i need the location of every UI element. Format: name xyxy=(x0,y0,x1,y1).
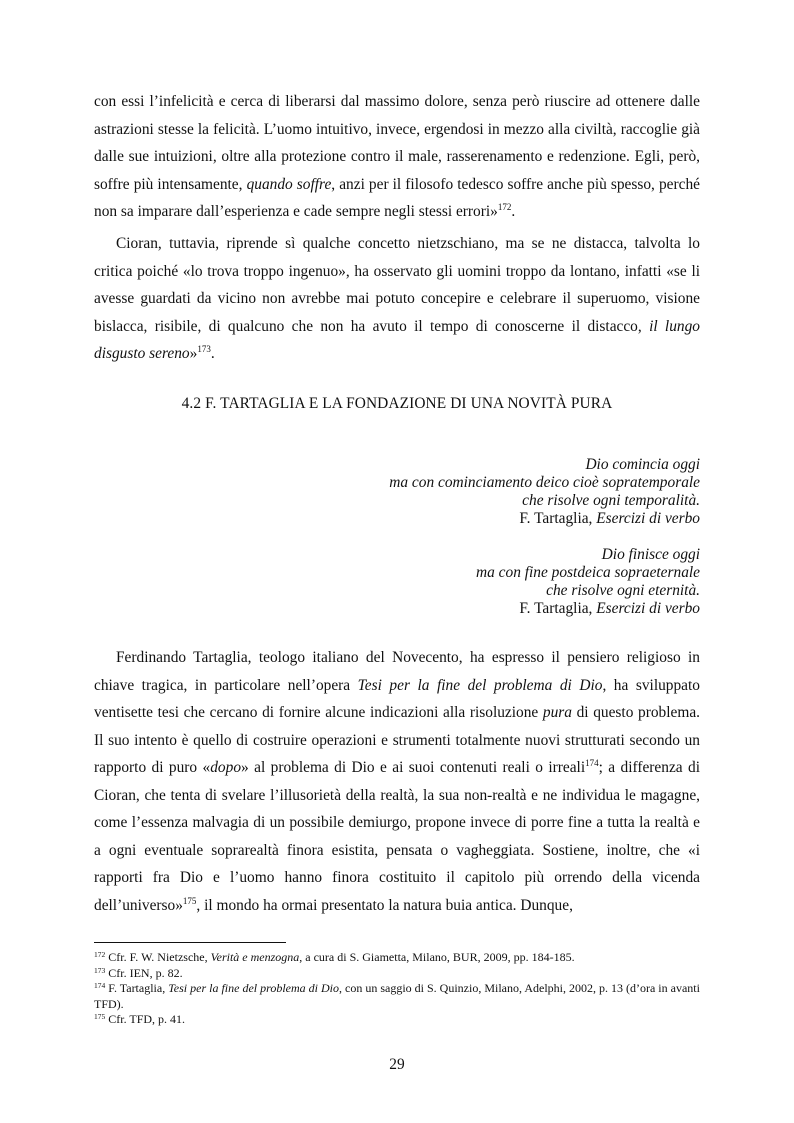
footnote-174 xyxy=(94,981,700,1012)
page-number: 29 xyxy=(389,1056,405,1073)
epigraph-line: Dio comincia oggi xyxy=(585,456,700,473)
intro-text: con essi l’infelicità e cerca di liberarsi dal massimo dolore, senza però riuscire ad ottenere dalle astrazioni stesse la felicità. L’uomo intuitivo, invece, ergendosi in mezzo alla civiltà, raccoglie già dalle sue intuizioni, oltre alla protezione contro il male, rasserenamento e redenzione. Egli, però, soffre più intensamente, xyxy=(94,93,700,193)
footnote-text: , con un saggio di S. Quinzio, Milano, Adelphi, 2002, p. 13 (d’ora in avanti TFD). xyxy=(94,981,700,1011)
footnote-text: F. Tartaglia, xyxy=(108,981,169,995)
tartaglia-text: , ha sviluppato ventisette tesi che cercano di fornire alcune indicazioni alla risoluzione xyxy=(94,676,700,721)
epigraph-line: ma con fine postdeica sopraeternale xyxy=(476,564,700,581)
footnote-ref-174[interactable]: 174 xyxy=(585,758,599,768)
section-heading: 4.2 F. TARTAGLIA E LA FONDAZIONE DI UNA NOVITÀ PURA xyxy=(181,395,613,412)
intro-end: . xyxy=(511,203,516,220)
epigraph-line: che risolve ogni eternità. xyxy=(546,582,700,599)
tartaglia-text: di questo problema. Il suo intento è quello di costruire operazioni e strumenti totalmente nuovi strutturati secondo un rapporto di puro « xyxy=(94,704,700,776)
epigraph-author: F. Tartaglia, xyxy=(519,510,597,527)
epigraph-attribution xyxy=(200,600,700,618)
body-paragraph-intro xyxy=(94,88,700,226)
epigraph-1 xyxy=(200,456,700,528)
intro-emphasis: quando soffre xyxy=(246,175,332,193)
footnote-ref-173[interactable]: 173 xyxy=(197,344,211,354)
cioran-emphasis: il lungo disgusto sereno xyxy=(94,317,700,362)
footnote-text: , a cura di S. Giametta, Milano, BUR, 2009, pp. 184-185. xyxy=(299,950,575,964)
epigraph-work: Esercizi di verbo xyxy=(596,600,700,617)
footnote-number: 174 xyxy=(94,981,106,990)
epigraph-attribution xyxy=(200,510,700,528)
footnote-173 xyxy=(94,966,700,982)
footnotes xyxy=(94,950,700,1028)
footnote-number: 173 xyxy=(94,965,106,975)
emphasis-pura: pura xyxy=(542,704,572,721)
epigraph-line: che risolve ogni temporalità. xyxy=(522,492,700,509)
footnote-title: Tesi per la fine del problema di Dio xyxy=(168,981,339,995)
footnote-text: Cfr. F. W. Nietzsche, xyxy=(108,950,211,964)
epigraph-line: ma con cominciamento deico cioè sopratemporale xyxy=(389,474,700,491)
epigraph-2 xyxy=(200,546,700,618)
footnote-ref-172[interactable]: 172 xyxy=(497,202,512,212)
cioran-text: Cioran, tuttavia, riprende sì qualche concetto nietzschiano, ma se ne distacca, talvolta lo critica poiché «lo trova troppo ingenuo», ha osservato gli uomini troppo da lontano, infatti «se li avesse guardati da vicino non avrebbe mai potuto concepire e celebrare il superuomo, visione bislacca, risibile, di qualcuno che non ha avuto il tempo di conoscerne il distacco, xyxy=(94,235,700,335)
footnote-number: 175 xyxy=(94,1012,106,1021)
footnote-title: Verità e menzogna xyxy=(210,950,300,964)
epigraph-line: Dio finisce oggi xyxy=(601,546,700,563)
tartaglia-text: , il mondo ha ormai presentato la natura buia antica. Dunque, xyxy=(196,896,573,914)
body-paragraph-cioran xyxy=(94,230,700,368)
body-paragraph-tartaglia xyxy=(94,644,700,919)
footnote-divider xyxy=(94,942,286,943)
footnote-175 xyxy=(94,1012,700,1028)
intro-rest: , anzi per il filosofo tedesco soffre anche più spesso, perché non sa imparare dall’esperienza e cade sempre negli stessi errori» xyxy=(94,175,700,220)
tartaglia-text: ; a differenza di Cioran, che tenta di svelare l’illusorietà della realtà, la sua non-realtà e ne individua le magagne, come l’essenza malvagia di un possibile demiurgo, propone invece di porre fine a tutta la realtà e a ogni eventuale soprarealtà finora esistita, pensata o vagheggiata. Sostiene, inoltre, che «i rapporti fra Dio e l’uomo hanno finora costituito il capitolo più orrendo della vicenda dell’universo» xyxy=(94,759,700,914)
epigraph-author: F. Tartaglia, xyxy=(519,600,597,617)
footnote-172 xyxy=(94,950,700,966)
footnote-ref-175[interactable]: 175 xyxy=(182,895,197,906)
tartaglia-text: Ferdinando Tartaglia, teologo italiano del Novecento, ha espresso il pensiero religioso in chiave tragica, in particolare nell’opera xyxy=(94,649,700,694)
epigraph-work: Esercizi di verbo xyxy=(596,510,700,527)
cioran-end: . xyxy=(210,345,215,362)
book-title: Tesi per la fine del problema di Dio xyxy=(357,676,603,694)
footnote-number: 172 xyxy=(94,950,106,959)
cioran-rest: » xyxy=(189,345,198,362)
footnote-text: Cfr. IEN, p. 82. xyxy=(108,965,183,980)
tartaglia-text: » al problema di Dio e ai suoi contenuti reali o irreali xyxy=(241,759,586,776)
emphasis-dopo: dopo xyxy=(210,759,242,776)
footnote-text: Cfr. TFD, p. 41. xyxy=(108,1012,186,1026)
